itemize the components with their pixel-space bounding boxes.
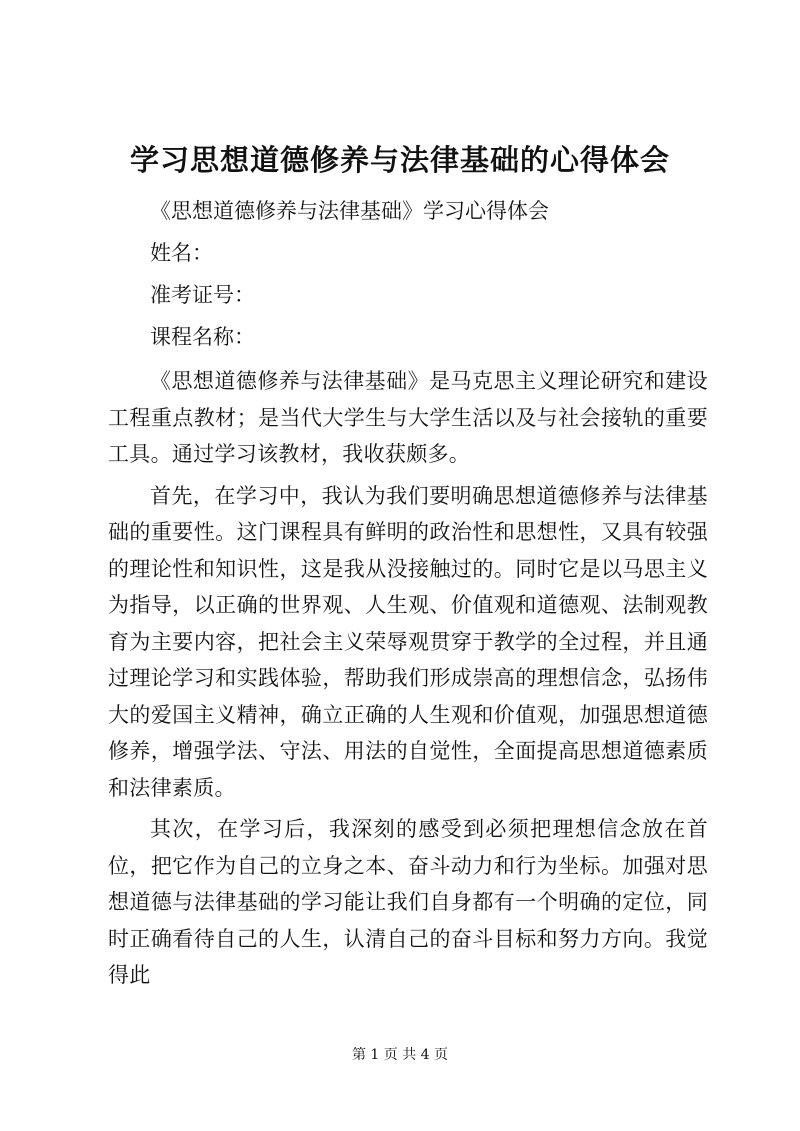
document-body [108,190,708,994]
document-title: 学习思想道德修养与法律基础的心得体会 [129,143,670,177]
document-subtitle: 《思想道德修养与法律基础》学习心得体会 [150,199,549,223]
name-field: 姓名： [150,241,213,265]
paragraph-intro: 《思想道德修养与法律基础》是马克思主义理论研究和建设工程重点教材；是当代大学生与大学生活以及与社会接轨的重要工具。通过学习该教材，我收获颇多。 [108,369,708,466]
paragraph-first: 首先，在学习中，我认为我们要明确思想道德修养与法律基础的重要性。这门课程具有鲜明的政治性和思想性，又具有较强的理论性和知识性，这是我从没接触过的。同时它是以马思主义为指导，以正确的世界观、人生观、价值观和道德观、法制观教育为主要内容，把社会主义荣辱观贯穿于教学的全过程，并且通过理论学习和实践体验，帮助我们形成崇高的理想信念，弘扬伟大的爱国主义精神，确立正确的人生观和价值观，加强思想道德修养，增强学法、守法、用法的自觉性，全面提高思想道德素质和法律素质。 [108,483,708,800]
exam-number-field: 准考证号： [150,283,255,307]
paragraph-second: 其次，在学习后，我深刻的感受到必须把理想信念放在首位，把它作为自己的立身之本、奋斗动力和行为坐标。加强对思想道德与法律基础的学习能让我们自身都有一个明确的定位，同时正确看待自己的人生，认清自己的奋斗目标和努力方向。我觉得此 [108,817,708,987]
course-name-field: 课程名称： [150,325,255,349]
page-footer: 第 1 页 共 4 页 [351,1047,449,1063]
